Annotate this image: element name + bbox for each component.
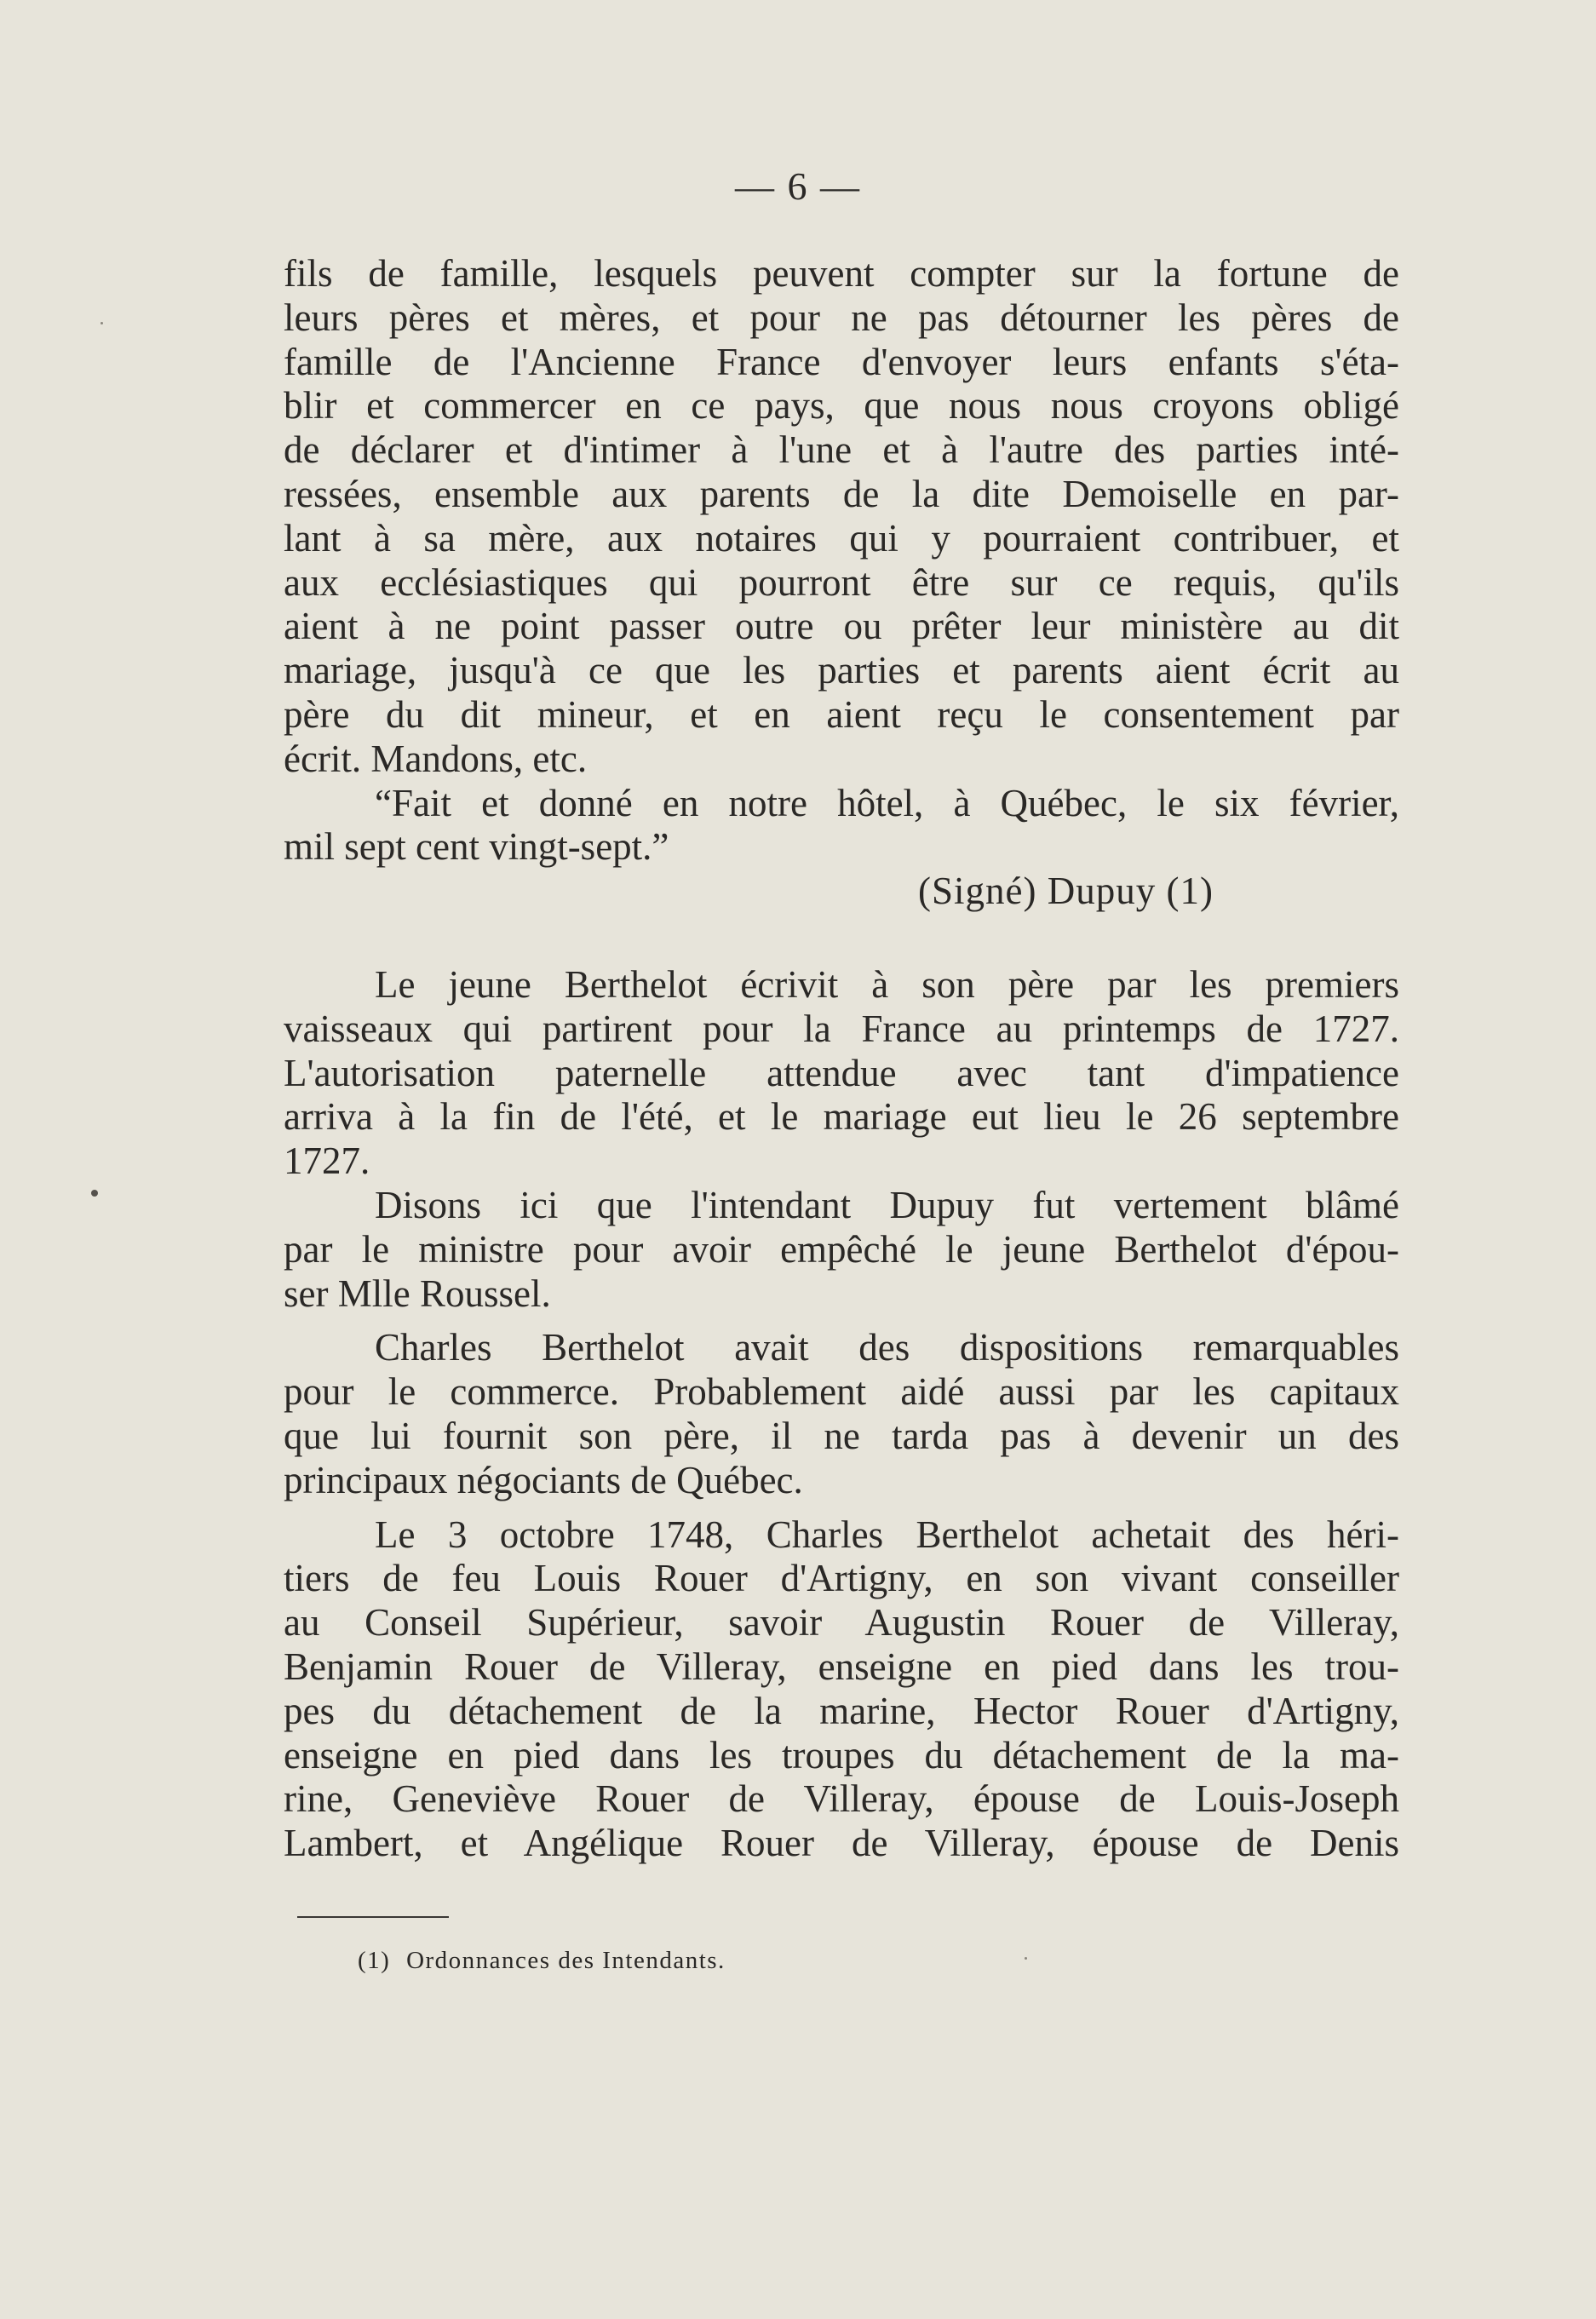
text-line: Lambert, et Angélique Rouer de Villeray, épouse de Denis [284, 1822, 1399, 1865]
text-line: enseigne en pied dans les troupes du détachement de la ma- [284, 1733, 1399, 1777]
text-line: par le ministre pour avoir empêché le jeune Berthelot d'épou- [284, 1227, 1399, 1271]
text-line: principaux négociants de Québec. [284, 1458, 803, 1501]
text-line: ser Mlle Roussel. [284, 1271, 551, 1315]
text-line: fils de famille, lesquels peuvent compter sur la fortune de [284, 252, 1399, 295]
text-line: rine, Geneviève Rouer de Villeray, épouse de Louis-Joseph [284, 1777, 1399, 1821]
footnote-text: Ordonnances des Intendants. [406, 1947, 726, 1974]
text-line: Disons ici que l'intendant Dupuy fut vertement blâmé [375, 1183, 1399, 1226]
text-line: Benjamin Rouer de Villeray, enseigne en pied dans les trou- [284, 1645, 1399, 1688]
text-line: Le jeune Berthelot écrivit à son père par les premiers [375, 962, 1399, 1006]
text-line: mil sept cent vingt-sept.” [284, 825, 669, 869]
text-line: aient à ne point passer outre ou prêter leur ministère au dit [284, 605, 1399, 648]
text-line: arriva à la fin de l'été, et le mariage eut lieu le 26 septembre [284, 1095, 1399, 1139]
ink-speck [100, 322, 103, 324]
spacer [284, 1316, 1399, 1326]
text-line: écrit. Mandons, etc. [284, 737, 588, 780]
footnote [358, 1947, 726, 1975]
text-line: lant à sa mère, aux notaires qui y pourraient contribuer, et [284, 516, 1399, 560]
text-line: pour le commerce. Probablement aidé aussi par les capitaux [284, 1370, 1399, 1414]
text-line: L'autorisation paternelle attendue avec tant d'impatience [284, 1051, 1399, 1094]
spacer [284, 1503, 1399, 1513]
text-line: que lui fournit son père, il ne tarda pas à devenir un des [284, 1414, 1399, 1457]
paragraph-berthelot-letter [284, 963, 1399, 1184]
text-line: tiers de feu Louis Rouer d'Artigny, en son vivant conseiller [284, 1557, 1399, 1600]
text-line: de déclarer et d'intimer à l'une et à l'autre des parties inté- [284, 428, 1399, 472]
page-number: — 6 — [735, 164, 861, 208]
text-line: pes du détachement de la marine, Hector Rouer d'Artigny, [284, 1689, 1399, 1732]
text-line: “Fait et donné en notre hôtel, à Québec, le six février, [375, 781, 1399, 824]
text-line: mariage, jusqu'à ce que les parties et parents aient écrit au [284, 649, 1399, 692]
text-line: famille de l'Ancienne France d'envoyer leurs enfants s'éta- [284, 340, 1399, 383]
text-line: leurs pères et mères, et pour ne pas détourner les pères de [284, 296, 1399, 339]
text-line: blir et commercer en ce pays, que nous nous croyons obligé [284, 384, 1399, 428]
text-line: Charles Berthelot avait des dispositions remarquables [375, 1326, 1399, 1369]
ink-speck [91, 1190, 98, 1197]
paragraph-dupuy-blamed [284, 1184, 1399, 1316]
text-line: Le 3 octobre 1748, Charles Berthelot achetait des héri- [375, 1513, 1399, 1556]
text-line: aux ecclésiastiques qui pourront être sur ce requis, qu'ils [284, 560, 1399, 604]
text-line: vaisseaux qui partirent pour la France au printemps de 1727. [284, 1007, 1399, 1050]
body-text [284, 252, 1399, 1866]
text-line: père du dit mineur, et en aient reçu le consentement par [284, 692, 1399, 736]
paragraph-order-continuation [284, 252, 1399, 782]
text-line: au Conseil Supérieur, savoir Augustin Rouer de Villeray, [284, 1601, 1399, 1645]
signature-line: (Signé) Dupuy (1) [918, 870, 1214, 913]
ink-speck [1025, 1957, 1027, 1960]
footnote-divider [297, 1916, 449, 1918]
spacer [284, 914, 1399, 963]
footnote-marker: (1) [358, 1947, 391, 1974]
paragraph-purchase-1748 [284, 1513, 1399, 1866]
text-line: 1727. [284, 1139, 370, 1183]
paragraph-quotation [284, 782, 1399, 870]
text-line: ressées, ensemble aux parents de la dite Demoiselle en par- [284, 472, 1399, 515]
paragraph-commerce [284, 1326, 1399, 1502]
